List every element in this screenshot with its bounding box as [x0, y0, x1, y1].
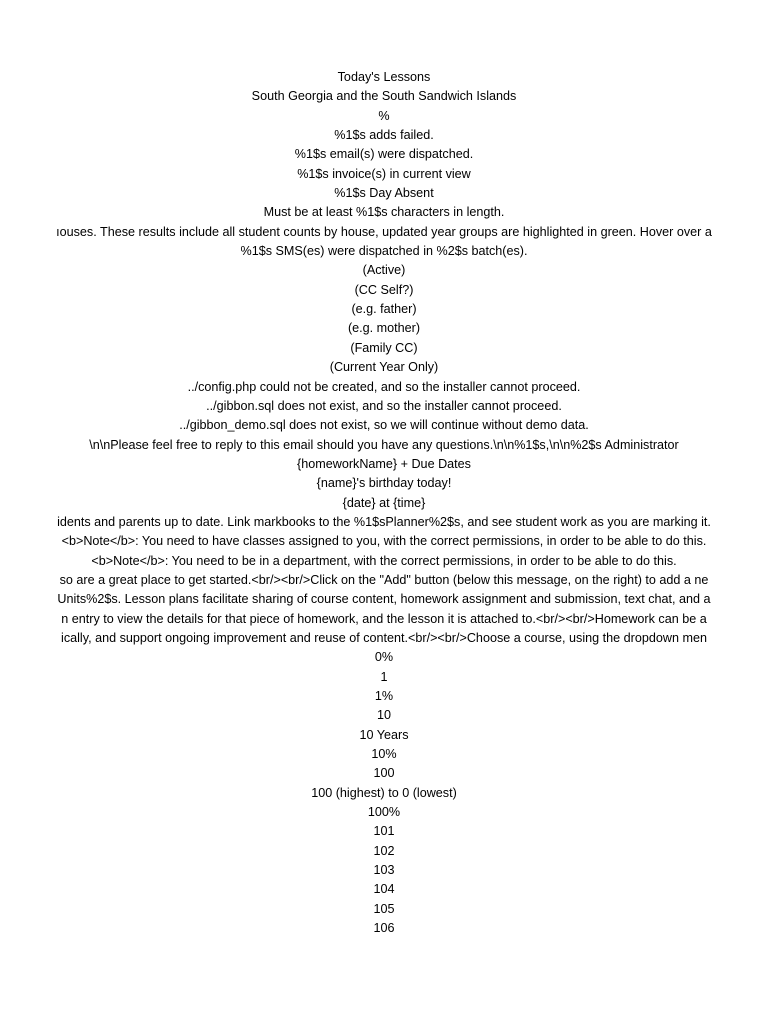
- cell-row: (e.g. mother): [347, 321, 421, 336]
- cell-row: ../gibbon_demo.sql does not exist, so we will continue without demo data.: [179, 418, 589, 433]
- cell-row: (Current Year Only): [329, 360, 439, 375]
- cell-row: 100%: [367, 805, 401, 820]
- cell-row: %1$s invoice(s) in current view: [297, 166, 471, 181]
- cell-row: Today's Lessons: [337, 70, 431, 84]
- cell-text: so are a great place to get started.<br/><br/>Click on the "Add" button (below this message, on the right) to add a ne: [59, 572, 709, 587]
- cell-row: 104: [373, 882, 395, 897]
- cell-row: Must be at least %1$s characters in length.: [263, 205, 505, 220]
- cell-row: 10: [376, 708, 391, 723]
- cell-row: {date} at {time}: [342, 495, 426, 510]
- cell-text: n entry to view the details for that piece of homework, and the lesson it is attached to.<br/><br/>Homework can be a: [61, 611, 707, 626]
- cell-row-overflow: [0, 590, 768, 609]
- cell-row: 105: [373, 901, 395, 916]
- cell-row: %1$s Day Absent: [334, 186, 434, 201]
- cell-text: ıouses. These results include all student counts by house, updated year groups are highlighted in green. Hover over a: [56, 224, 712, 239]
- cell-text: <b>Note</b>: You need to have classes assigned to you, with the correct permissions, in order to be able to do this.: [61, 534, 707, 549]
- cell-row-overflow: [0, 532, 768, 551]
- cell-row-overflow: [0, 223, 768, 242]
- cell-text: \n\nPlease feel free to reply to this email should you have any questions.\n\n%1$s,\n\n%2$s Administrator: [89, 437, 679, 452]
- cell-row: %: [378, 108, 390, 123]
- cell-row: ../config.php could not be created, and so the installer cannot proceed.: [187, 379, 581, 394]
- cell-row: %1$s adds failed.: [334, 128, 434, 143]
- cell-text: Units%2$s. Lesson plans facilitate sharing of course content, homework assignment and submission, text chat, and a: [57, 592, 711, 607]
- cell-row: {name}'s birthday today!: [316, 476, 452, 491]
- cell-row: 103: [373, 863, 395, 878]
- cell-row: 101: [373, 824, 395, 839]
- cell-row: South Georgia and the South Sandwich Islands: [251, 89, 517, 104]
- cell-row: %1$s SMS(es) were dispatched in %2$s batch(es).: [240, 244, 528, 259]
- cell-row-overflow: [0, 610, 768, 629]
- cell-text: idents and parents up to date. Link markbooks to the %1$sPlanner%2$s, and see student work as you are marking it.: [57, 514, 711, 529]
- cell-row: (CC Self?): [354, 282, 414, 297]
- spreadsheet-column: [0, 68, 768, 938]
- cell-row: 100: [373, 766, 395, 781]
- cell-row: (Family CC): [350, 340, 418, 355]
- cell-row: 1: [380, 669, 388, 684]
- cell-row-overflow: [0, 629, 768, 648]
- cell-row: {homeworkName} + Due Dates: [297, 456, 471, 471]
- cell-row: 10 Years: [359, 727, 409, 742]
- cell-row: (e.g. father): [351, 302, 417, 317]
- cell-text: ically, and support ongoing improvement and reuse of content.<br/><br/>Choose a course, using the dropdown men: [61, 630, 707, 645]
- cell-row-overflow: [0, 513, 768, 532]
- cell-row: 106: [373, 921, 395, 936]
- cell-row: 10%: [371, 747, 397, 762]
- cell-row: 0%: [374, 650, 394, 665]
- cell-row-overflow: [0, 571, 768, 590]
- cell-row: <b>Note</b>: You need to be in a department, with the correct permissions, in order to be able to do this.: [91, 553, 677, 568]
- cell-row: ../gibbon.sql does not exist, and so the installer cannot proceed.: [206, 398, 562, 413]
- cell-row: 102: [373, 843, 395, 858]
- cell-row: 100 (highest) to 0 (lowest): [311, 785, 457, 800]
- cell-row: %1$s email(s) were dispatched.: [294, 147, 474, 162]
- cell-row-overflow: [0, 436, 768, 455]
- cell-row: 1%: [374, 689, 394, 703]
- cell-row: (Active): [362, 263, 406, 278]
